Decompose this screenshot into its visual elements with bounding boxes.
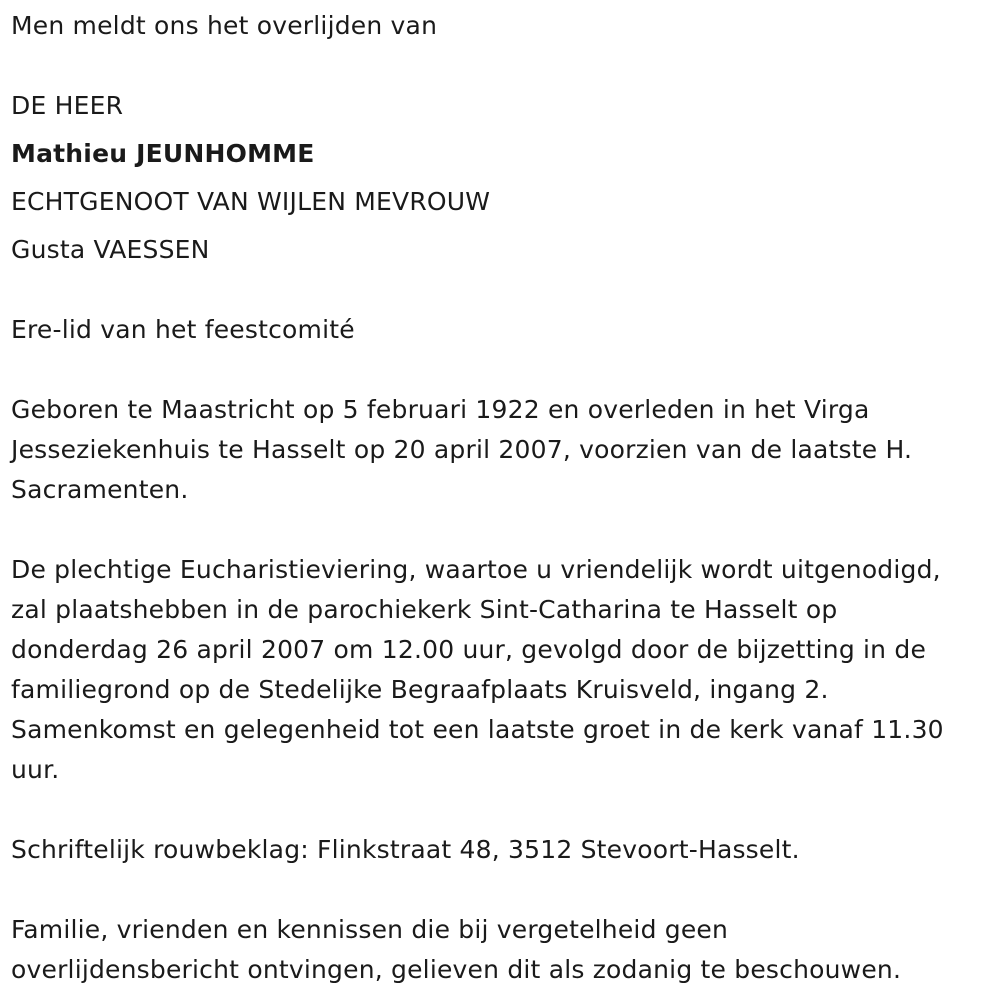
paragraph-line: Geboren te Maastricht op 5 februari 1922 en overleden in het Virga: [11, 395, 870, 424]
paragraph-line: Jesseziekenhuis te Hasselt op 20 april 2007, voorzien van de laatste H.: [11, 435, 913, 464]
condolence-address: Schriftelijk rouwbeklag: Flinkstraat 48, 3512 Stevoort-Hasselt.: [11, 835, 800, 864]
paragraph-line: donderdag 26 april 2007 om 12.00 uur, gevolgd door de bijzetting in de: [11, 635, 927, 664]
title-prefix: DE HEER: [11, 91, 124, 120]
deceased-name: Mathieu JEUNHOMME: [11, 139, 315, 168]
honorary-membership: Ere-lid van het feestcomité: [11, 315, 355, 344]
paragraph-line: De plechtige Eucharistieviering, waartoe u vriendelijk wordt uitgenodigd,: [11, 555, 941, 584]
paragraph-line: Sacramenten.: [11, 475, 189, 504]
paragraph-line: overlijdensbericht ontvingen, gelieven dit als zodanig te beschouwen.: [11, 955, 902, 984]
paragraph-line: Samenkomst en gelegenheid tot een laatste groet in de kerk vanaf 11.30: [11, 715, 944, 744]
paragraph-line: Familie, vrienden en kennissen die bij vergetelheid geen: [11, 915, 729, 944]
spouse-name: Gusta VAESSEN: [11, 235, 210, 264]
intro-text: Men meldt ons het overlijden van: [11, 11, 438, 40]
paragraph-line: familiegrond op de Stedelijke Begraafplaats Kruisveld, ingang 2.: [11, 675, 829, 704]
paragraph-line: zal plaatshebben in de parochiekerk Sint-Catharina te Hasselt op: [11, 595, 838, 624]
spouse-label: ECHTGENOOT VAN WIJLEN MEVROUW: [11, 187, 491, 216]
paragraph-line: uur.: [11, 755, 60, 784]
